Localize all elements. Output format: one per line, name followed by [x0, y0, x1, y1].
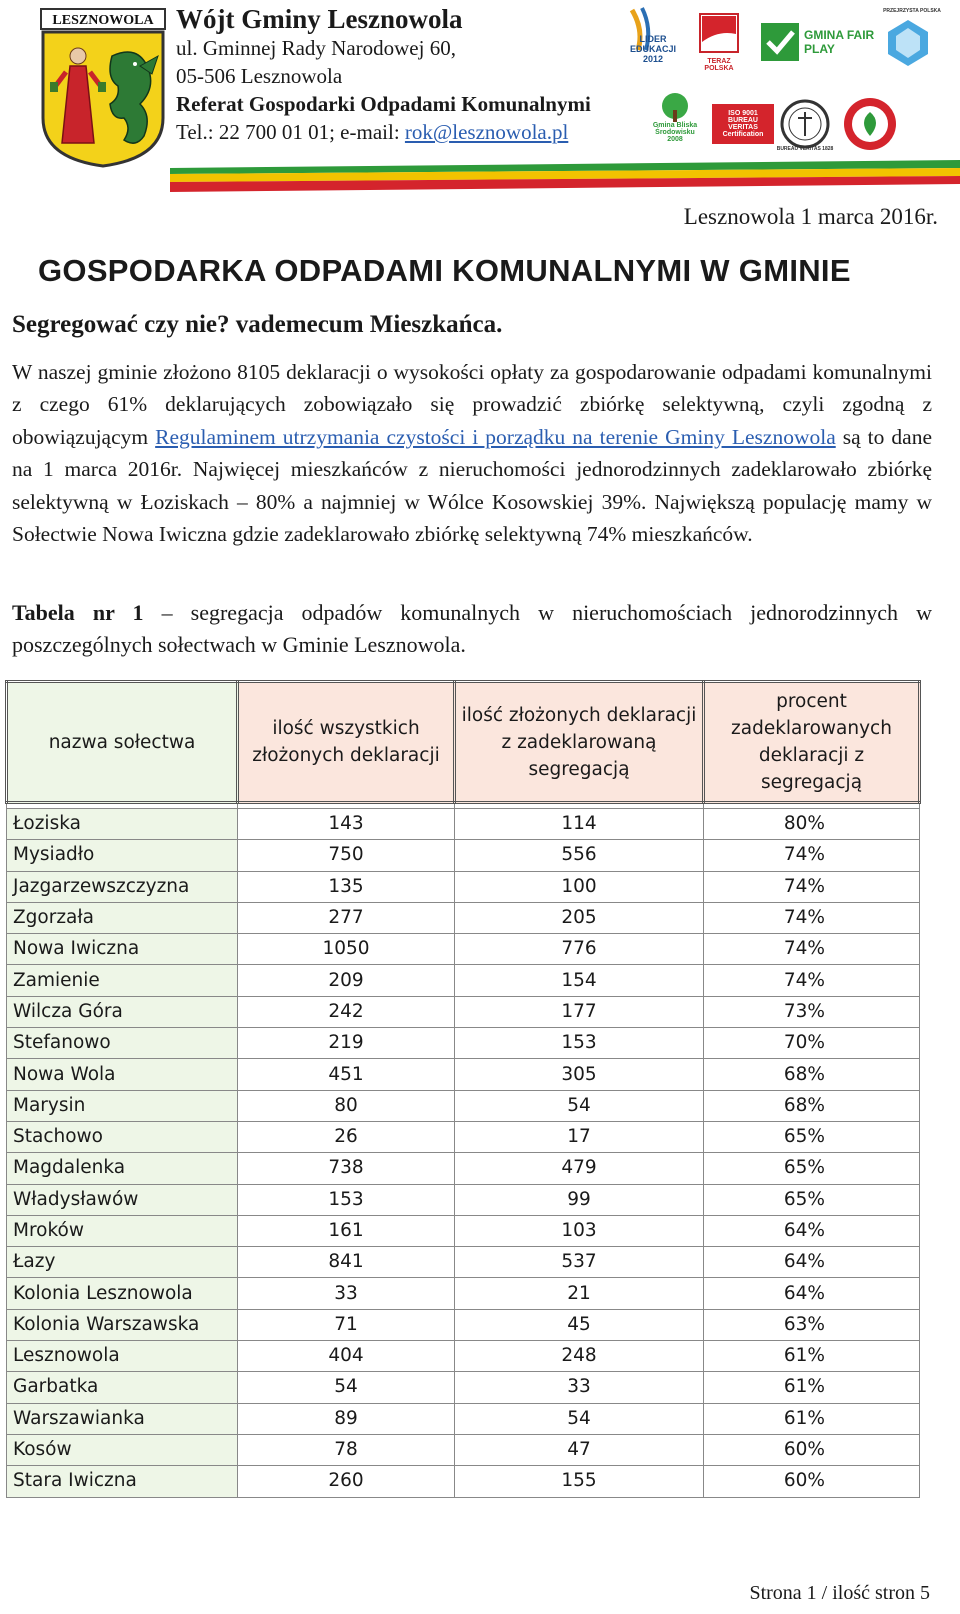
mecenas-ekologii-logo-icon: [842, 96, 898, 152]
address-block: [176, 4, 591, 146]
cell-segregated-declarations: 45: [455, 1309, 704, 1340]
cell-segregated-declarations: 776: [455, 934, 704, 965]
teraz-polska-logo-icon: TERAZ POLSKA: [698, 12, 740, 70]
cell-solectwo-name: Stefanowo: [7, 1028, 238, 1059]
office-title: Wójt Gminy Lesznowola: [176, 4, 463, 34]
cell-total-declarations: 161: [238, 1215, 455, 1246]
table-row: [7, 1215, 920, 1246]
cell-segregated-declarations: 154: [455, 965, 704, 996]
cell-percent: 73%: [704, 996, 920, 1027]
intro-paragraph: W naszej gminie złożono 8105 deklaracji o wysokości opłaty za gospodarowanie odpadami komunalnymi z czego 61% deklarujących zobowiązało się prowadzić zbiórkę selektywną, czyli zgodną z obowiązującym Regulaminem utrzymania czystości i porządku na terenie Gminy Lesznowola są to dane na 1 marca 2016r. Najwięcej mieszkańców z nieruchomości jednorodzinnych zadeklarowało zbiórkę selektywną w Łoziskach – 80% a najmniej w Wólce Kosowskiej 39%. Największą populację mamy w Sołectwie Nowa Iwiczna gdzie zadeklarowało zbiórkę selektywną 74% mieszkańców.: [12, 360, 932, 547]
cell-segregated-declarations: 556: [455, 840, 704, 871]
table-row: [7, 1466, 920, 1497]
column-header-name: nazwa sołectwa: [7, 682, 238, 803]
table-row: [7, 809, 920, 840]
cell-solectwo-name: Warszawianka: [7, 1403, 238, 1434]
cell-percent: 74%: [704, 965, 920, 996]
cell-total-declarations: 54: [238, 1372, 455, 1403]
table-caption: Tabela nr 1 – segregacja odpadów komunalnych w nieruchomościach jednorodzinnych w poszczególnych sołectwach w Gminie Lesznowola.: [12, 600, 932, 657]
cell-segregated-declarations: 248: [455, 1341, 704, 1372]
page-number: Strona 1 / ilość stron 5: [749, 1582, 930, 1604]
cell-solectwo-name: Wilcza Góra: [7, 996, 238, 1027]
column-header-segregated: ilość złożonych deklaracji z zadeklarowaną segregacją: [455, 682, 704, 803]
cell-solectwo-name: Kolonia Warszawska: [7, 1309, 238, 1340]
cell-percent: 61%: [704, 1403, 920, 1434]
cell-solectwo-name: Kolonia Lesznowola: [7, 1278, 238, 1309]
cell-total-declarations: 33: [238, 1278, 455, 1309]
table-row: [7, 1247, 920, 1278]
cell-segregated-declarations: 47: [455, 1434, 704, 1465]
cell-solectwo-name: Marysin: [7, 1090, 238, 1121]
cell-solectwo-name: Garbatka: [7, 1372, 238, 1403]
cell-solectwo-name: Lesznowola: [7, 1341, 238, 1372]
cell-percent: 61%: [704, 1372, 920, 1403]
table-row: [7, 1090, 920, 1121]
cell-segregated-declarations: 479: [455, 1153, 704, 1184]
cell-percent: 65%: [704, 1184, 920, 1215]
cell-total-declarations: 404: [238, 1341, 455, 1372]
iso-certification-logo-icon: ISO 9001 BUREAU VERITAS Certification: [712, 104, 774, 144]
cell-segregated-declarations: 100: [455, 871, 704, 902]
gmina-bliska-srodowisku-logo-icon: Gmina Bliska Środowisku 2008: [648, 92, 702, 154]
column-header-percent: procent zadeklarowanych deklaracji z segregacją: [704, 682, 920, 803]
cell-segregated-declarations: 21: [455, 1278, 704, 1309]
cell-percent: 74%: [704, 934, 920, 965]
cell-percent: 65%: [704, 1153, 920, 1184]
cell-total-declarations: 277: [238, 902, 455, 933]
table-row: [7, 1403, 920, 1434]
cell-percent: 63%: [704, 1309, 920, 1340]
cell-segregated-declarations: 537: [455, 1247, 704, 1278]
cell-solectwo-name: Zgorzała: [7, 902, 238, 933]
cell-total-declarations: 260: [238, 1466, 455, 1497]
cell-solectwo-name: Magdalenka: [7, 1153, 238, 1184]
cell-solectwo-name: Władysławów: [7, 1184, 238, 1215]
cell-total-declarations: 89: [238, 1403, 455, 1434]
cell-solectwo-name: Łoziska: [7, 809, 238, 840]
cell-solectwo-name: Zamienie: [7, 965, 238, 996]
cell-percent: 68%: [704, 1090, 920, 1121]
letterhead: [0, 0, 960, 200]
table-row: [7, 1278, 920, 1309]
segregation-table: [5, 680, 921, 1498]
cell-segregated-declarations: 54: [455, 1090, 704, 1121]
table-row: [7, 934, 920, 965]
cell-total-declarations: 1050: [238, 934, 455, 965]
document-date: Lesznowola 1 marca 2016r.: [683, 204, 938, 229]
cell-percent: 65%: [704, 1121, 920, 1152]
cell-total-declarations: 153: [238, 1184, 455, 1215]
cell-segregated-declarations: 99: [455, 1184, 704, 1215]
przejrzysta-polska-logo-icon: PRZEJRZYSTA POLSKA: [882, 8, 934, 70]
table-row: [7, 840, 920, 871]
cell-percent: 60%: [704, 1466, 920, 1497]
table-row: [7, 1028, 920, 1059]
cell-percent: 60%: [704, 1434, 920, 1465]
cell-segregated-declarations: 305: [455, 1059, 704, 1090]
table-row: [7, 965, 920, 996]
cell-total-declarations: 143: [238, 809, 455, 840]
phone-text: Tel.: 22 700 01 01; e-mail:: [176, 120, 405, 144]
cell-segregated-declarations: 17: [455, 1121, 704, 1152]
cell-segregated-declarations: 153: [455, 1028, 704, 1059]
cell-solectwo-name: Stachowo: [7, 1121, 238, 1152]
cell-solectwo-name: Jazgarzewszczyzna: [7, 871, 238, 902]
page-subtitle: Segregować czy nie? vademecum Mieszkańca.: [12, 311, 503, 338]
cell-segregated-declarations: 103: [455, 1215, 704, 1246]
table-row: [7, 1341, 920, 1372]
table-row: [7, 1153, 920, 1184]
table-row: [7, 1434, 920, 1465]
cell-solectwo-name: Mroków: [7, 1215, 238, 1246]
table-row: [7, 871, 920, 902]
table-row: [7, 1372, 920, 1403]
fair-play-logo-icon: GMINA FAIR PLAY: [760, 20, 884, 66]
cell-percent: 61%: [704, 1341, 920, 1372]
column-header-total: ilość wszystkich złożonych deklaracji: [238, 682, 455, 803]
cell-percent: 74%: [704, 871, 920, 902]
cell-total-declarations: 71: [238, 1309, 455, 1340]
cell-solectwo-name: Nowa Wola: [7, 1059, 238, 1090]
cell-solectwo-name: Mysiadło: [7, 840, 238, 871]
cell-total-declarations: 841: [238, 1247, 455, 1278]
cell-segregated-declarations: 114: [455, 809, 704, 840]
page-title: GOSPODARKA ODPADAMI KOMUNALNYMI W GMINIE: [38, 253, 851, 288]
cell-total-declarations: 135: [238, 871, 455, 902]
cell-total-declarations: 738: [238, 1153, 455, 1184]
cell-percent: 74%: [704, 902, 920, 933]
cell-percent: 64%: [704, 1215, 920, 1246]
table-row: [7, 996, 920, 1027]
cell-total-declarations: 80: [238, 1090, 455, 1121]
cell-segregated-declarations: 54: [455, 1403, 704, 1434]
address-line-street: ul. Gminnej Rady Narodowej 60,: [176, 36, 456, 60]
email-link[interactable]: rok@lesznowola.pl: [404, 120, 569, 144]
table-row: [7, 1184, 920, 1215]
cell-percent: 64%: [704, 1278, 920, 1309]
cell-solectwo-name: Łazy: [7, 1247, 238, 1278]
cell-solectwo-name: Stara Iwiczna: [7, 1466, 238, 1497]
bureau-veritas-logo-icon: BUREAU VERITAS 1828: [780, 96, 830, 152]
cell-total-declarations: 242: [238, 996, 455, 1027]
cell-total-declarations: 219: [238, 1028, 455, 1059]
cell-segregated-declarations: 177: [455, 996, 704, 1027]
cell-total-declarations: 209: [238, 965, 455, 996]
cell-percent: 64%: [704, 1247, 920, 1278]
award-logos: [620, 4, 960, 164]
cell-segregated-declarations: 205: [455, 902, 704, 933]
lider-logo-icon: LIDER EDUKACJI 2012: [620, 6, 678, 68]
table-row: [7, 902, 920, 933]
cell-solectwo-name: Nowa Iwiczna: [7, 934, 238, 965]
cell-segregated-declarations: 33: [455, 1372, 704, 1403]
address-line-city: 05-506 Lesznowola: [176, 64, 343, 88]
coat-of-arms-shield-icon: [40, 8, 166, 168]
cell-total-declarations: 451: [238, 1059, 455, 1090]
regulations-link[interactable]: Regulaminem utrzymania czystości i porządku na terenie Gminy Lesznowola: [155, 424, 836, 449]
cell-percent: 80%: [704, 809, 920, 840]
table-row: [7, 1309, 920, 1340]
coat-of-arms: [40, 8, 166, 168]
cell-total-declarations: 750: [238, 840, 455, 871]
contact-line: [176, 118, 591, 146]
cell-percent: 70%: [704, 1028, 920, 1059]
table-row: [7, 1121, 920, 1152]
cell-solectwo-name: Kosów: [7, 1434, 238, 1465]
department-name: Referat Gospodarki Odpadami Komunalnymi: [176, 92, 591, 116]
cell-percent: 74%: [704, 840, 920, 871]
flag-stripes: [170, 160, 960, 194]
crest-label: LESZNOWOLA: [40, 8, 166, 30]
cell-total-declarations: 26: [238, 1121, 455, 1152]
table-row: [7, 1059, 920, 1090]
cell-total-declarations: 78: [238, 1434, 455, 1465]
cell-segregated-declarations: 155: [455, 1466, 704, 1497]
cell-percent: 68%: [704, 1059, 920, 1090]
